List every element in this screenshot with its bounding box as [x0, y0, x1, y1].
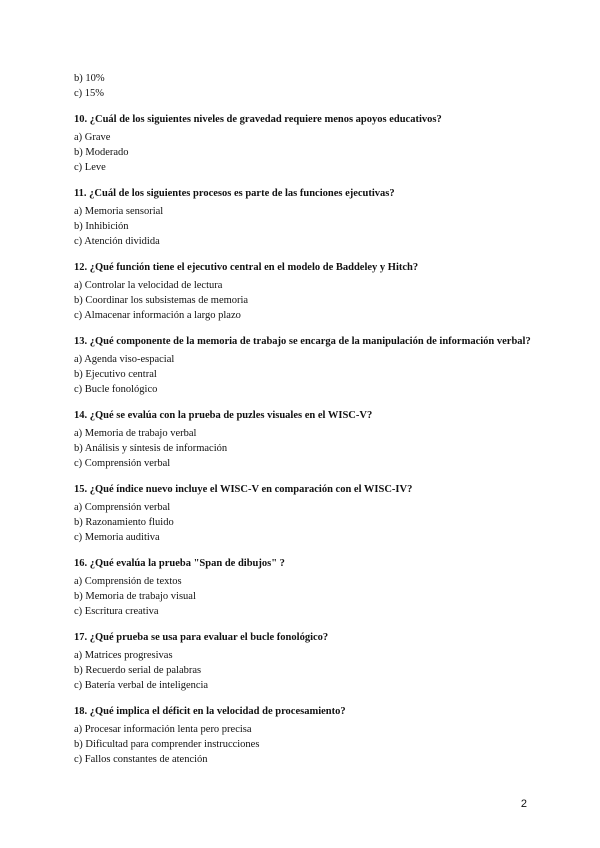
- question-option: c) Atención dividida: [74, 236, 160, 247]
- question-option: b) Análisis y síntesis de información: [74, 443, 228, 454]
- question-13: [74, 335, 544, 397]
- leading-options: [74, 71, 544, 101]
- question-title: 11. ¿Cuál de los siguientes procesos es parte de las funciones ejecutivas?: [74, 188, 395, 199]
- question-title: 16. ¿Qué evalúa la prueba "Span de dibujos" ?: [74, 558, 285, 569]
- question-option: c) Batería verbal de inteligencia: [74, 680, 209, 691]
- question-option: b) Moderado: [74, 147, 129, 158]
- question-option: a) Comprensión verbal: [74, 502, 171, 513]
- question-15: [74, 483, 544, 545]
- question-option: a) Matrices progresivas: [74, 650, 173, 661]
- question-option: b) Ejecutivo central: [74, 369, 157, 380]
- question-option: c) Fallos constantes de atención: [74, 754, 208, 765]
- question-option: a) Agenda viso-espacial: [74, 354, 175, 365]
- question-title: 18. ¿Qué implica el déficit en la velocidad de procesamiento?: [74, 706, 346, 717]
- question-option: b) Coordinar los subsistemas de memoria: [74, 295, 249, 306]
- option: c) 15%: [74, 88, 105, 99]
- questions-container: [74, 113, 544, 767]
- question-10: [74, 113, 544, 175]
- question-title: 14. ¿Qué se evalúa con la prueba de puzles visuales en el WISC-V?: [74, 410, 373, 421]
- question-option: b) Razonamiento fluido: [74, 517, 174, 528]
- question-title: 12. ¿Qué función tiene el ejecutivo central en el modelo de Baddeley y Hitch?: [74, 262, 419, 273]
- question-title: 15. ¿Qué índice nuevo incluye el WISC-V en comparación con el WISC-IV?: [74, 484, 413, 495]
- question-16: [74, 557, 544, 619]
- question-option: a) Grave: [74, 132, 111, 143]
- page-number: 2: [520, 798, 527, 810]
- question-title: 13. ¿Qué componente de la memoria de trabajo se encarga de la manipulación de información verbal?: [74, 336, 531, 347]
- question-list: [74, 71, 544, 767]
- question-option: b) Dificultad para comprender instrucciones: [74, 739, 260, 750]
- question-option: c) Comprensión verbal: [74, 458, 171, 469]
- question-option: c) Leve: [74, 162, 106, 173]
- question-option: c) Bucle fonológico: [74, 384, 158, 395]
- question-option: a) Memoria de trabajo verbal: [74, 428, 197, 439]
- question-14: [74, 409, 544, 471]
- question-title: 17. ¿Qué prueba se usa para evaluar el bucle fonológico?: [74, 632, 329, 643]
- question-option: a) Comprensión de textos: [74, 576, 182, 587]
- question-option: a) Controlar la velocidad de lectura: [74, 280, 223, 291]
- question-option: c) Escritura creativa: [74, 606, 159, 617]
- question-17: [74, 631, 544, 693]
- question-18: [74, 705, 544, 767]
- question-option: a) Procesar información lenta pero precisa: [74, 724, 252, 735]
- question-option: b) Memoria de trabajo visual: [74, 591, 196, 602]
- option: b) 10%: [74, 73, 105, 84]
- question-option: b) Inhibición: [74, 221, 129, 232]
- question-option: c) Memoria auditiva: [74, 532, 160, 543]
- question-option: a) Memoria sensorial: [74, 206, 164, 217]
- question-12: [74, 261, 544, 323]
- question-title: 10. ¿Cuál de los siguientes niveles de gravedad requiere menos apoyos educativos?: [74, 114, 442, 125]
- question-11: [74, 187, 544, 249]
- question-option: b) Recuerdo serial de palabras: [74, 665, 202, 676]
- question-option: c) Almacenar información a largo plazo: [74, 310, 241, 321]
